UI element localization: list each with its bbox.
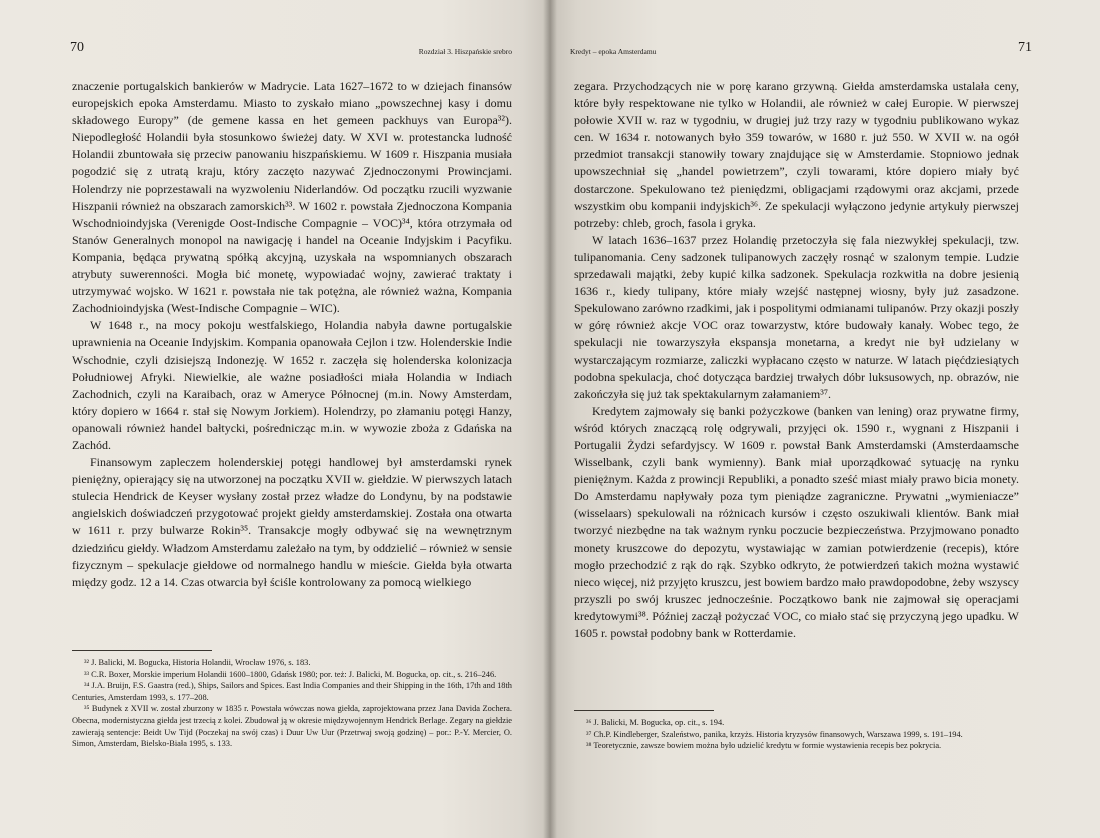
footnote: ³² J. Balicki, M. Bogucka, Historia Holandii, Wrocław 1976, s. 183.	[84, 658, 311, 667]
paragraph: Kredytem zajmowały się banki pożyczkowe (banken van lening) oraz prywatne firmy, wśród których znaczącą rolę odgrywali, przyjęci ok. 1590 r., wygnani z Hiszpanii i Portugalii Żydzi sefardyjscy. W 1609 r. powstał Bank Amsterdamski (Amsterdaamsche Wisselbank, czyli bank wymienny). Bank miał uporządkować sytuację na rynku pieniężnym. Każda z prowincji Republiki, a ponadto sześć miast miały prawo bicia monety. Do Amsterdamu napływały poza tym pieniądze zagraniczne. Prywatni „wymieniacze” (wisselaars) spekulowali na różnicach kursów i często oszukiwali klientów. Bank miał tworzyć niezbędne na tak ważnym rynku poczucie bezpieczeństwa. Przyjmowano ponadto monety kruszcowe do depozytu, wystawiając w zamian potwierdzenie (recepis), które mogło przechodzić z rąk do rąk. Szybko odkryto, że potwierdzeń takich można wystawić nieco więcej, niż przyjęto kruszcu, jest bowiem bardzo mało prawdopodobne, żeby wszyscy przyszli po swój kruszec jednocześnie. Początkowo bank nie zajmował się operacjami kredytowymi³⁸. Później zaczął pożyczać VOC, co miało stać się przyczyną jego upadku. W 1605 r. powstał podobny bank w Rotterdamie.	[574, 403, 1019, 640]
book-gutter	[543, 0, 557, 838]
footnote: ³⁷ Ch.P. Kindleberger, Szaleństwo, panika, krzyżs. Historia kryzysów finansowych, Warszawa 1999, s. 191–194.	[586, 729, 963, 739]
footnotes	[72, 650, 512, 750]
footnote-rule	[72, 650, 212, 651]
right-page	[550, 0, 1100, 838]
paragraph: W 1648 r., na mocy pokoju westfalskiego, Holandia nabyła dawne portugalskie uprawnienia na Oceanie Indyjskim. Kompania opanowała Cejlon i tzw. Holenderskie Indie Wschodnie, czyli dzisiejszą Indonezję. W 1652 r. zaczęła się holenderska kolonizacja Południowej Afryki. Niewielkie, ale ważne posiadłości miała Holandia w Indiach Zachodnich, czyli na Karaibach, oraz w Ameryce Północnej (m.in. Nowy Amsterdam, który dopiero w 1664 r. stał się Nowym Jorkiem). Holendrzy, po złamaniu potęgi Hanzy, opanowali również handel bałtycki, pośrednicząc m.in. w wywozie zboża z Gdańska na Zachód.	[72, 318, 512, 452]
running-head: Rozdział 3. Hiszpańskie srebro	[418, 47, 512, 56]
page-number: 70	[70, 40, 84, 55]
paragraph: Finansowym zapleczem holenderskiej potęgi handlowej był amsterdamski rynek pieniężny, opierający się na utworzonej na początku XVII w. giełdzie. W pierwszych latach stulecia Hendrick de Keyser wysłany został przez władze do Londynu, by na podstawie angielskich doświadczeń przygotować projekt giełdy amsterdamskiej. Została ona otwarta w 1611 r. przy bulwarze Rokin³⁵. Transakcje mogły odbywać się na wewnętrznym dziedzińcu giełdy. Władzom Amsterdamu zależało na tym, by oddzielić – również w sensie fizycznym – spekulacje giełdowe od normalnego handlu w mieście. Giełda była otwarta między godz. 12 a 14. Czas otwarcia był ściśle kontrolowany za pomocą wielkiego	[72, 455, 512, 589]
paragraph: W latach 1636–1637 przez Holandię przetoczyła się fala niezwykłej spekulacji, tzw. tulipanomania. Ceny sadzonek tulipanowych zaczęły rosnąć w szalonym tempie. Ludzie sprzedawali majątki, żeby kupić kilka sadzonek. Spekulacja rozkwitła na dobre jesienią 1636 r., kiedy tulipany, które miały wzejść następnej wiosny, były już zasadzone. Spekulowano zarówno rzadkimi, jak i pospolitymi odmianami tulipanów. Przy okazji poszły w górę również akcje VOC oraz towarzystw, które budowały kanały. Wobec tego, że spekulacji nie towarzyszyła ekspansja monetarna, a kredyt nie był udzielany w wystarczającym rozmiarze, zaliczki wypłacano często w naturze. W latach pięćdziesiątych podobna spekulacja, choć dotycząca bardziej trwałych dóbr luksusowych, np. obrazów, nie zakończyła się już tak spektakularnym załamaniem³⁷.	[574, 232, 1019, 401]
footnote: ³³ C.R. Boxer, Morskie imperium Holandii 1600–1800, Gdańsk 1980; por. też: J. Balicki, M. Bogucka, op. cit., s. 216–246.	[84, 669, 497, 679]
body-text	[574, 78, 1019, 642]
footnote-rule	[574, 710, 714, 711]
footnote: ³⁶ J. Balicki, M. Bogucka, op. cit., s. 194.	[586, 718, 725, 727]
running-head: Kredyt – epoka Amsterdamu	[570, 47, 657, 56]
body-text	[72, 78, 512, 591]
paragraph: znaczenie portugalskich bankierów w Madrycie. Lata 1627–1672 to w dziejach finansów europejskich epoka Amsterdamu. Miasto to zyskało miano „powszechnej kasy i domu składowego Europy” (de gemene kassa en het gemeen packhuys van Europa³²). Niepodległość Holandii była stosunkowo świeżej daty. W XVI w. protestancka ludność Holandii zbuntowała się przeciw panowaniu hiszpańskiemu. W 1609 r. Hiszpania musiała pogodzić się z utratą kraju, który zaczęto nazywać Zjednoczonymi Prowincjami. Holendrzy nie poprzestawali na wyzwoleniu Niderlandów. Od początku rzucili wyzwanie Hiszpanii również na obszarach zamorskich³³. W 1602 r. powstała Zjednoczona Kompania Wschodnioindyjska (Verenigde Oost-Indische Compagnie – VOC)³⁴, która otrzymała od Stanów Generalnych monopol na nawigację i handel na Oceanie Indyjskim i Pacyfiku. Kompania, będąca prywatną spółką akcyjną, uzyskała na wspomnianych obszarach atrybuty suwerenności. Mogła bić monetę, wypowiadać wojny, zawierać traktaty i utrzymywać wojsko. W 1621 r. powstała nie tak potężna, ale również ważna, Kompania Zachodnioindyjska (West-Indische Compagnie – WIC).	[72, 79, 512, 316]
footnote: ³⁸ Teoretycznie, zawsze bowiem można było udzielić kredytu w formie wystawienia recepis bez pokrycia.	[586, 741, 942, 751]
footnote: ³⁴ J.A. Bruijn, F.S. Gaastra (red.), Ships, Sailors and Spices. East India Companies and their Shipping in the 16th, 17th and 18th Centuries, Amsterdam 1993, s. 177–208.	[72, 681, 512, 702]
page-number: 71	[1018, 40, 1032, 55]
footnote: ³⁵ Budynek z XVII w. został zburzony w 1835 r. Powstała wówczas nowa giełda, zaprojektowana przez Jana Davida Zochera. Obecna, modernistyczna giełda jest trzecią z kolei. Zbudował ją w okresie międzywojennym Hendrick Berlage. Zegary na giełdzie zawierają sentencje: Beidt Uw Tijd (Poczekaj na swój czas) i Duur Uw Uur (Przetrwaj swoją godzinę) – por.: P.-Y. Mercier, O. Simon, Amsterdam, Bielsko-Biała 1995, s. 133.	[72, 704, 512, 749]
paragraph: zegara. Przychodzących nie w porę karano grzywną. Giełda amsterdamska ustalała ceny, które były respektowane nie tylko w Holandii, ale również w całej Europie. W pierwszej połowie XVII w. raz w tygodniu, w drugiej już trzy razy w tygodniu publikowano wykaz cen. W 1634 r. notowanych było 359 towarów, w 1680 r. już 550. W XVII w. na ogół przedmiot transakcji stanowiły towary znajdujące się w Amsterdamie. Stopniowo jednak upowszechniał się „handel powietrzem”, czyli towarami, które dopiero miały być dostarczone. Spekulowano też pieniędzmi, obligacjami rządowymi oraz akcjami, przede wszystkim obu kompanii indyjskich³⁶. Ze spekulacji wyłączono jedynie artykuły pierwszej potrzeby: chleb, groch, fasola i gryka.	[574, 79, 1019, 230]
footnotes	[574, 710, 1019, 752]
